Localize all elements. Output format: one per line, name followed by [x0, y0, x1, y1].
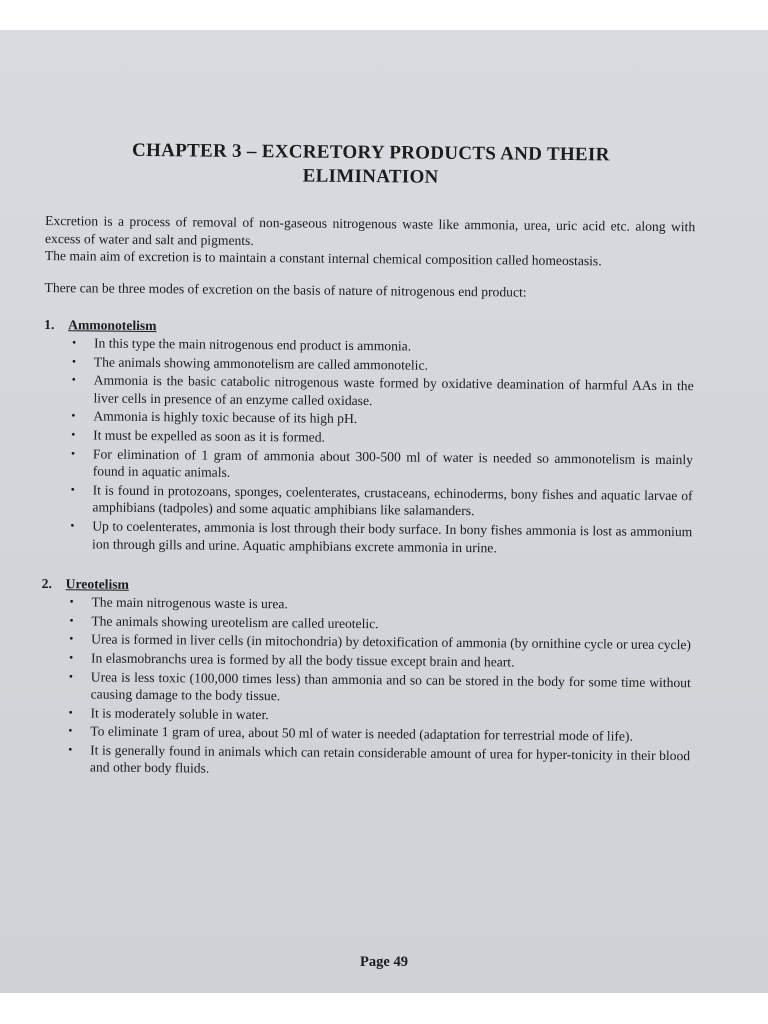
bullet-list [40, 593, 692, 782]
bullet-dot: • [71, 335, 77, 350]
section-ammonotelism [42, 316, 694, 558]
page-number: Page 49 [360, 954, 408, 970]
bullet-dot: • [70, 482, 75, 497]
bullet-dot: • [69, 612, 74, 628]
bottom-margin [0, 993, 768, 1024]
bullet-dot: • [69, 631, 74, 646]
bullet-text: Ammonia is highly toxic because of its high pH. [93, 408, 358, 427]
bullet-dot: • [70, 445, 76, 460]
bullet-item [70, 481, 693, 522]
bullet-text: In this type the main nitrogenous end product is ammonia. [93, 335, 412, 354]
bullet-text: The main nitrogenous waste is urea. [91, 594, 288, 612]
bullet-text: The animals showing ureotelism are called ureotelic. [91, 613, 379, 631]
bullet-text: Urea is formed in liver cells (in mitochondria) by detoxification of ammonia (by ornithine cycle or urea cycle) [91, 631, 692, 653]
bullet-text: Ammonia is the basic catabolic nitrogenous waste formed by oxidative deamination of harmful AAs in the liver cells in presence of an enzyme called oxidase. [93, 372, 694, 408]
bullet-dot: • [71, 427, 76, 442]
bullet-text: Urea is less toxic (100,000 times less) than ammonia and so can be stored in the body for some time without causing damage to the body tissue. [90, 668, 691, 704]
bullet-text: To eliminate 1 gram of urea, about 50 ml of water is needed (adaptation for terrestrial mode of life). [90, 723, 633, 744]
bullet-dot: • [71, 353, 77, 368]
section-number: 1. [44, 316, 55, 333]
bullet-text: The animals showing ammonotelism are called ammonotelic. [93, 354, 429, 373]
bullet-item [68, 741, 691, 782]
bullet-text: It must be expelled as soon as it is formed. [93, 427, 326, 445]
bullet-dot: • [68, 650, 74, 665]
bullet-text: It is generally found in animals which can retain considerable amount of urea for hyper-tonicity in their blood and other body fluids. [89, 742, 691, 777]
bullet-text: It is found in protozoans, sponges, coelenterates, crustaceans, echinoderms, bony fishes and aquatic larvae of amphibians (tadpoles) and some aquatic amphibians like salamanders. [92, 482, 693, 519]
page-content [40, 138, 696, 783]
chapter-title-line-1: CHAPTER 3 – EXCRETORY PRODUCTS AND THEIR [131, 139, 610, 166]
bullet-dot: • [71, 372, 76, 387]
bullet-text: In elasmobranchs urea is formed by all the body tissue except brain and heart. [90, 650, 515, 670]
bullet-item [71, 372, 694, 413]
bullet-dot: • [68, 742, 73, 757]
bullet-dot: • [70, 518, 75, 533]
intro-paragraph-2: The main aim of excretion is to maintain a constant internal chemical composition called homeostasis. [44, 247, 602, 269]
section-title: Ureotelism [65, 576, 129, 592]
bullet-text: Up to coelenterates, ammonia is lost through their body surface. In bony fishes ammonia is lost as ammonium ion through gills and urine. Aquatic amphibians excrete ammonia in urine. [92, 518, 693, 555]
bullet-dot: • [69, 594, 74, 609]
chapter-title [46, 138, 696, 192]
bullet-item [68, 668, 691, 709]
bullet-text: It is moderately soluble in water. [90, 705, 269, 722]
section-number: 2. [41, 576, 52, 592]
section-ureotelism [40, 575, 692, 782]
bullet-dot: • [68, 704, 73, 719]
intro-paragraph-1: Excretion is a process of removal of non-gaseous nitrogenous waste like ammonia, urea, uric acid etc. along with excess of water and salt and pigments. [44, 212, 696, 248]
bullet-text: For elimination of 1 gram of ammonia about 300-500 ml of water is needed so ammonotelism is mainly found in aquatic animals. [92, 446, 694, 480]
section-title: Ammonotelism [68, 317, 157, 334]
bullet-item [70, 517, 693, 558]
top-margin [0, 0, 768, 30]
bullet-dot: • [68, 668, 74, 683]
document-page [0, 30, 768, 993]
bullet-dot: • [71, 408, 76, 423]
bullet-dot: • [68, 723, 73, 738]
chapter-title-line-2: ELIMINATION [302, 165, 439, 188]
bullet-list [42, 334, 694, 558]
modes-paragraph: There can be three modes of excretion on the basis of nature of nitrogenous end product: [44, 279, 527, 300]
bullet-item [70, 445, 694, 486]
